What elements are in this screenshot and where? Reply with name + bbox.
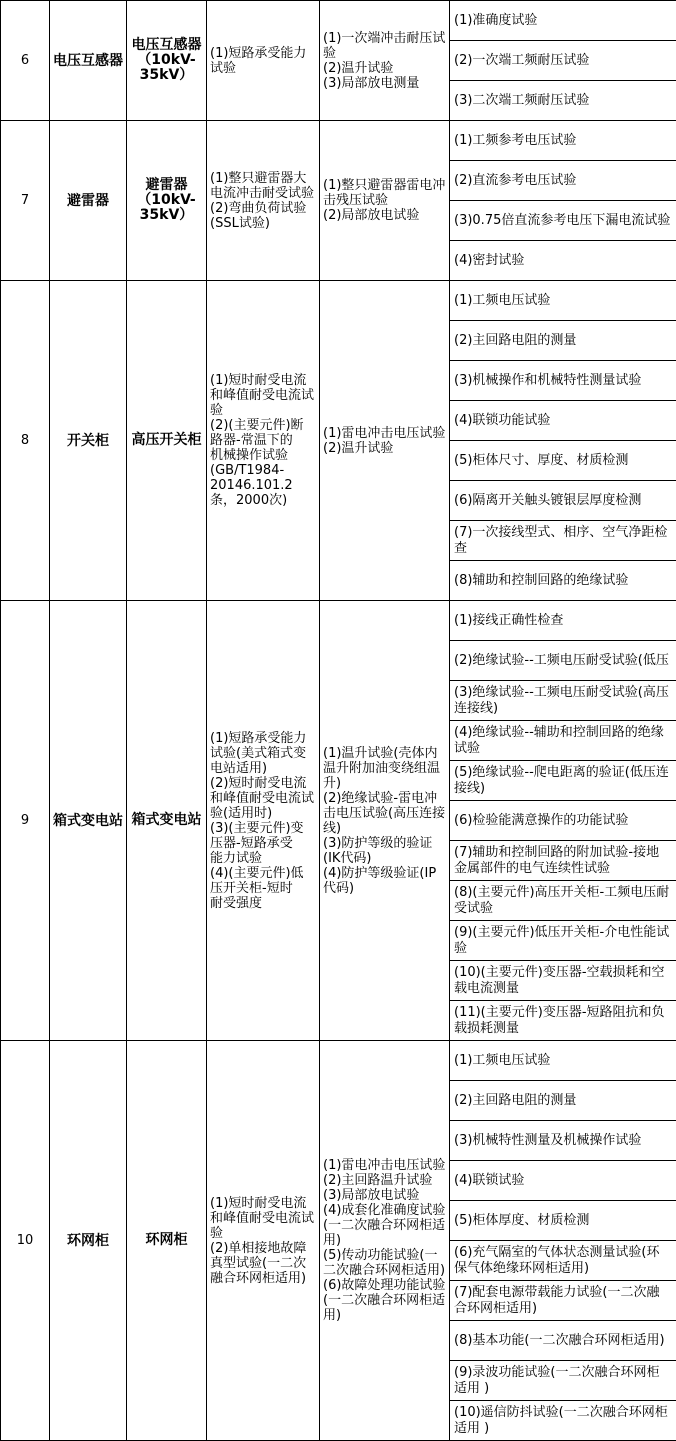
device-type: 箱式变电站 [127, 601, 207, 1041]
device-type: 电压互感器 （10kV-35kV） [127, 1, 207, 121]
list-item: (1)工频电压试验 [450, 1041, 676, 1081]
list-item: (6)隔离开关触头镀银层厚度检测 [450, 481, 676, 521]
list-item: (4)绝缘试验--辅助和控制回路的绝缘试验 [450, 721, 676, 761]
type-tests: (1)短时耐受电流 和峰值耐受电流试验 (2)单相接地故障 真型试验(一二次 融合环网柜适用) [207, 1041, 320, 1441]
list-item: (9)(主要元件)低压开关柜-介电性能试验 [450, 921, 676, 961]
device-name: 开关柜 [50, 281, 127, 601]
special-tests: (1)温升试验(壳体内温升附加油变绕组温升) (2)绝缘试验-雷电冲击电压试验(高压连接线) (3)防护等级的验证(IK代码) (4)防护等级验证(IP代码) [320, 601, 450, 1041]
list-item: (1)接线正确性检查 [450, 601, 676, 641]
list-item: (5)柜体尺寸、厚度、材质检测 [450, 441, 676, 481]
list-item: (1)工频电压试验 [450, 281, 676, 321]
list-item: (2)绝缘试验--工频电压耐受试验(低压 [450, 641, 676, 681]
routine-tests [450, 601, 676, 1041]
list-item: (6)检验能满意操作的功能试验 [450, 801, 676, 841]
list-item: (1)准确度试验 [450, 1, 676, 41]
device-name: 箱式变电站 [50, 601, 127, 1041]
table-row [1, 601, 676, 1041]
list-item: (2)主回路电阻的测量 [450, 1081, 676, 1121]
list-item: (4)联锁功能试验 [450, 401, 676, 441]
special-tests: (1)一次端冲击耐压试验 (2)温升试验 (3)局部放电测量 [320, 1, 450, 121]
row-number: 9 [1, 601, 50, 1041]
type-tests: (1)短路承受能力 试验 [207, 1, 320, 121]
list-item: (2)一次端工频耐压试验 [450, 41, 676, 81]
row-number: 10 [1, 1041, 50, 1441]
list-item: (10)遥信防抖试验(一二次融合环网柜适用 ) [454, 1404, 668, 1436]
routine-tests [450, 281, 676, 601]
list-item: (6)充气隔室的气体状态测量试验(环保气体绝缘环网柜适用) [450, 1241, 676, 1281]
list-item: (7)辅助和控制回路的附加试验-接地金属部件的电气连续性试验 [450, 841, 676, 881]
special-tests: (1)整只避雷器雷电冲击残压试验 (2)局部放电试验 [320, 121, 450, 281]
list-item: (3)二次端工频耐压试验 [454, 92, 590, 108]
list-item: (3)机械操作和机械特性测量试验 [450, 361, 676, 401]
table-row [1, 1041, 676, 1441]
routine-tests [450, 1, 676, 121]
device-type: 避雷器 （10kV-35kV） [127, 121, 207, 281]
table-row [1, 121, 676, 281]
list-item: (10)(主要元件)变压器-空载损耗和空载电流测量 [450, 961, 676, 1001]
list-item: (1)工频参考电压试验 [450, 121, 676, 161]
list-item: (11)(主要元件)变压器-短路阻抗和负载损耗测量 [454, 1004, 665, 1036]
routine-tests [450, 121, 676, 281]
list-item: (4)联锁试验 [450, 1161, 676, 1201]
device-name: 环网柜 [50, 1041, 127, 1441]
list-item: (3)0.75倍直流参考电压下漏电流试验 [450, 201, 676, 241]
device-name: 避雷器 [50, 121, 127, 281]
device-type: 环网柜 [127, 1041, 207, 1441]
list-item: (8)基本功能(一二次融合环网柜适用) [450, 1321, 676, 1361]
special-tests: (1)雷电冲击电压试验 (2)主回路温升试验 (3)局部放电试验 (4)成套化准确度试验(一二次融合环网柜适用) (5)传动功能试验(一二次融合环网柜适用) (6)故障处理功能试验(一二次融合环网柜适用) [320, 1041, 450, 1441]
device-type: 高压开关柜 [127, 281, 207, 601]
list-item: (5)绝缘试验--爬电距离的验证(低压连接线) [450, 761, 676, 801]
list-item: (7)配套电源带载能力试验(一二次融合环网柜适用) [450, 1281, 676, 1321]
row-number: 8 [1, 281, 50, 601]
type-tests: (1)短路承受能力 试验(美式箱式变 电站适用) (2)短时耐受电流 和峰值耐受电流试验(适用时) (3)(主要元件)变压器-短路承受 能力试验 (4)(主要元件)低压开关柜-短时 耐受强度 [207, 601, 320, 1041]
table-row [1, 281, 676, 601]
list-item: (2)主回路电阻的测量 [450, 321, 676, 361]
list-item: (7)一次接线型式、相序、空气净距检查 [450, 521, 676, 561]
type-tests: (1)整只避雷器大 电流冲击耐受试验 (2)弯曲负荷试验 (SSL试验) [207, 121, 320, 281]
type-tests: (1)短时耐受电流 和峰值耐受电流试验 (2)(主要元件)断路器-常温下的 机械操作试验 (GB/T1984-20146.101.2条，2000次) [207, 281, 320, 601]
list-item: (3)绝缘试验--工频电压耐受试验(高压连接线) [450, 681, 676, 721]
list-item: (9)录波功能试验(一二次融合环网柜适用 ) [450, 1361, 676, 1401]
list-item: (8)辅助和控制回路的绝缘试验 [454, 572, 629, 588]
row-number: 6 [1, 1, 50, 121]
list-item: (8)(主要元件)高压开关柜-工频电压耐受试验 [450, 881, 676, 921]
routine-tests [450, 1041, 676, 1441]
list-item: (5)柜体厚度、材质检测 [450, 1201, 676, 1241]
list-item: (2)直流参考电压试验 [450, 161, 676, 201]
row-number: 7 [1, 121, 50, 281]
device-name: 电压互感器 [50, 1, 127, 121]
special-tests: (1)雷电冲击电压试验 (2)温升试验 [320, 281, 450, 601]
list-item: (4)密封试验 [454, 252, 525, 268]
table-row [1, 1, 676, 121]
list-item: (3)机械特性测量及机械操作试验 [450, 1121, 676, 1161]
